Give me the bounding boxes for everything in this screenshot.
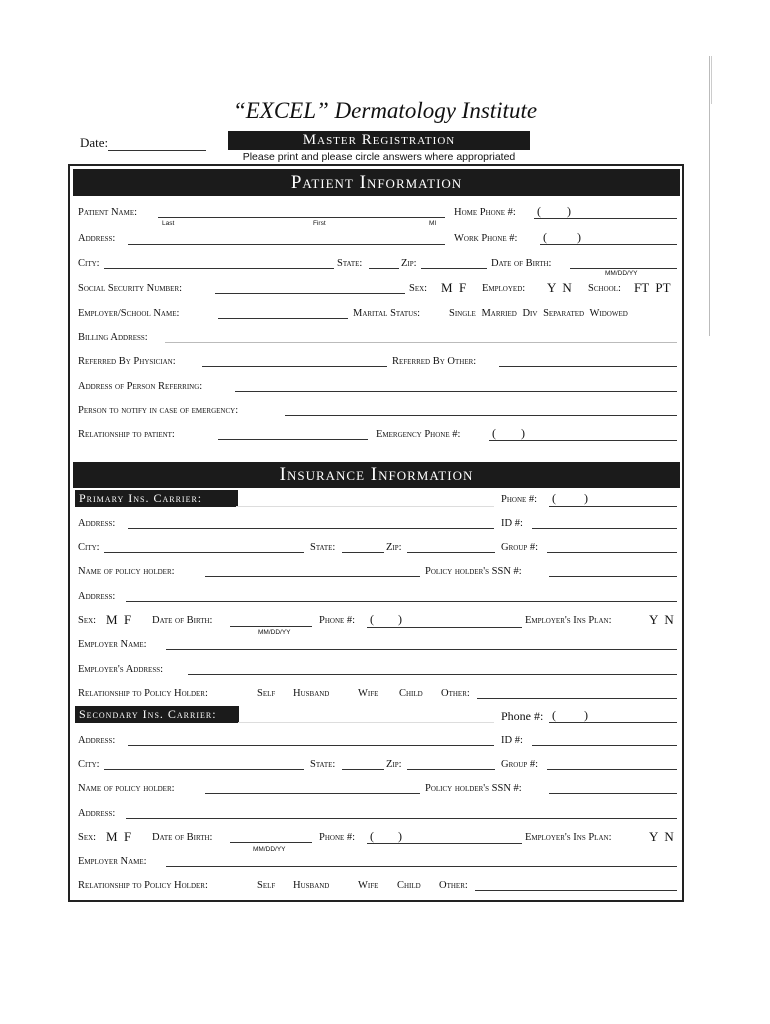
primary-dob-label: Date of Birth:: [152, 615, 213, 626]
primary-ins-plan-label: Employer's Ins Plan:: [525, 615, 612, 626]
work-phone-paren-close: ): [577, 230, 581, 244]
primary-relationship-label: Relationship to Policy Holder:: [78, 688, 208, 699]
secondary-address-label: Address:: [78, 735, 116, 746]
dob-format-hint: MM/DD/YY: [605, 270, 638, 277]
address-label: Address:: [78, 233, 116, 244]
emergency-phone-paren-close: ): [521, 426, 525, 440]
primary-rel-self[interactable]: Self: [257, 688, 276, 699]
referred-other-field[interactable]: [499, 366, 677, 367]
address-referring-label: Address of Person Referring:: [78, 381, 203, 392]
employer-school-field[interactable]: [218, 318, 348, 319]
emergency-phone-label: Emergency Phone #:: [376, 429, 461, 440]
primary-policy-ssn-field[interactable]: [549, 576, 677, 577]
primary-holder-phone-label: Phone #:: [319, 615, 356, 626]
secondary-carrier-field[interactable]: [238, 722, 494, 723]
secondary-policy-holder-label: Name of policy holder:: [78, 783, 175, 794]
secondary-holder-phone-field[interactable]: [367, 843, 522, 844]
employed-label: Employed:: [482, 283, 526, 294]
secondary-sex-options[interactable]: M F: [106, 829, 132, 844]
primary-rel-child[interactable]: Child: [399, 688, 423, 699]
secondary-zip-field[interactable]: [407, 769, 495, 770]
primary-phone-paren-close: ): [584, 491, 588, 505]
secondary-ins-plan-label: Employer's Ins Plan:: [525, 832, 612, 843]
work-phone-label: Work Phone #:: [454, 233, 518, 244]
secondary-carrier-label: Secondary Ins. Carrier:: [75, 706, 239, 723]
form-title: “EXCEL” Dermatology Institute: [232, 98, 538, 123]
relationship-label: Relationship to patient:: [78, 429, 175, 440]
secondary-policy-ssn-label: Policy holder's SSN #:: [425, 783, 522, 794]
primary-sex-label: Sex:: [78, 615, 97, 626]
primary-address-field[interactable]: [128, 528, 494, 529]
primary-dob-field[interactable]: [230, 626, 312, 627]
secondary-dob-label: Date of Birth:: [152, 832, 213, 843]
primary-phone-paren-open: (: [552, 491, 556, 505]
secondary-group-label: Group #:: [501, 759, 539, 770]
primary-address-label: Address:: [78, 518, 116, 529]
secondary-sex-label: Sex:: [78, 832, 97, 843]
primary-employer-address-field[interactable]: [188, 674, 677, 675]
secondary-holder-address-label: Address:: [78, 808, 116, 819]
secondary-policy-holder-field[interactable]: [205, 793, 420, 794]
primary-rel-wife[interactable]: Wife: [358, 688, 379, 699]
primary-state-field[interactable]: [342, 552, 384, 553]
primary-rel-other-field[interactable]: [477, 698, 677, 699]
secondary-rel-child[interactable]: Child: [397, 880, 421, 891]
insurance-information-header: Insurance Information: [73, 462, 680, 488]
first-name-hint: First: [313, 220, 326, 227]
city-field[interactable]: [104, 268, 334, 269]
primary-employer-address-label: Employer's Address:: [78, 664, 164, 675]
last-name-hint: Last: [162, 220, 175, 227]
primary-phone-label: Phone #:: [501, 494, 538, 505]
middle-initial-hint: MI: [429, 220, 437, 227]
work-phone-field[interactable]: [540, 244, 677, 245]
zip-field[interactable]: [421, 268, 487, 269]
secondary-dob-field[interactable]: [230, 842, 312, 843]
work-phone-paren-open: (: [543, 230, 547, 244]
primary-employer-name-label: Employer Name:: [78, 639, 147, 650]
sex-options[interactable]: M F: [441, 280, 467, 295]
primary-id-label: ID #:: [501, 518, 523, 529]
primary-sex-options[interactable]: M F: [106, 612, 132, 627]
employed-options[interactable]: Y N: [547, 280, 572, 295]
zip-label: Zip:: [401, 258, 417, 269]
state-label: State:: [337, 258, 363, 269]
primary-zip-field[interactable]: [407, 552, 495, 553]
secondary-zip-label: Zip:: [386, 759, 402, 770]
ssn-field[interactable]: [215, 293, 405, 294]
secondary-rel-other-label: Other:: [439, 880, 468, 891]
primary-holder-phone-paren-open: (: [370, 612, 374, 626]
primary-carrier-label: Primary Ins. Carrier:: [75, 490, 238, 507]
secondary-holder-phone-paren-close: ): [398, 829, 402, 843]
secondary-rel-husband[interactable]: Husband: [293, 880, 330, 891]
primary-policy-holder-field[interactable]: [205, 576, 420, 577]
secondary-ins-plan-options[interactable]: Y N: [649, 829, 674, 844]
date-label: Date:: [80, 135, 109, 150]
secondary-city-field[interactable]: [104, 769, 304, 770]
primary-rel-other-label: Other:: [441, 688, 470, 699]
secondary-id-label: ID #:: [501, 735, 523, 746]
primary-holder-address-label: Address:: [78, 591, 116, 602]
marital-options[interactable]: Single Married Div Separated Widowed: [449, 308, 628, 319]
primary-id-field[interactable]: [532, 528, 677, 529]
primary-employer-name-field[interactable]: [166, 649, 677, 650]
home-phone-label: Home Phone #:: [454, 207, 516, 218]
home-phone-paren-close: ): [567, 204, 571, 218]
secondary-employer-name-field[interactable]: [166, 866, 677, 867]
home-phone-paren-open: (: [537, 204, 541, 218]
school-label: School:: [588, 283, 621, 294]
secondary-rel-other-field[interactable]: [475, 890, 677, 891]
secondary-state-field[interactable]: [342, 769, 384, 770]
secondary-city-label: City:: [78, 759, 100, 770]
secondary-id-field[interactable]: [532, 745, 677, 746]
state-field[interactable]: [369, 268, 399, 269]
address-field[interactable]: [128, 244, 445, 245]
primary-group-field[interactable]: [547, 552, 677, 553]
relationship-field[interactable]: [218, 439, 368, 440]
school-options[interactable]: FT PT: [634, 280, 671, 295]
secondary-holder-address-field[interactable]: [126, 818, 677, 819]
secondary-address-field[interactable]: [128, 745, 494, 746]
billing-address-field[interactable]: [165, 342, 677, 343]
primary-holder-phone-field[interactable]: [367, 627, 522, 628]
secondary-phone-label: Phone #:: [501, 709, 544, 723]
secondary-relationship-label: Relationship to Policy Holder:: [78, 880, 208, 891]
secondary-phone-paren-open: (: [552, 708, 556, 722]
employer-school-label: Employer/School Name:: [78, 308, 180, 319]
patient-information-header: Patient Information: [73, 169, 680, 196]
dob-field[interactable]: [570, 268, 677, 269]
referred-physician-field[interactable]: [202, 366, 387, 367]
city-label: City:: [78, 258, 100, 269]
primary-city-label: City:: [78, 542, 100, 553]
primary-carrier-field[interactable]: [236, 506, 494, 507]
emergency-phone-field[interactable]: [489, 440, 677, 441]
address-referring-field[interactable]: [235, 391, 677, 392]
billing-address-label: Billing Address:: [78, 332, 148, 343]
emergency-person-field[interactable]: [285, 415, 677, 416]
referred-other-label: Referred By Other:: [392, 356, 477, 367]
secondary-rel-self[interactable]: Self: [257, 880, 276, 891]
primary-holder-phone-paren-close: ): [398, 612, 402, 626]
secondary-group-field[interactable]: [547, 769, 677, 770]
secondary-rel-wife[interactable]: Wife: [358, 880, 379, 891]
primary-rel-husband[interactable]: Husband: [293, 688, 330, 699]
secondary-policy-ssn-field[interactable]: [549, 793, 677, 794]
secondary-holder-phone-label: Phone #:: [319, 832, 356, 843]
referred-physician-label: Referred By Physician:: [78, 356, 176, 367]
primary-dob-format-hint: MM/DD/YY: [258, 629, 291, 636]
primary-group-label: Group #:: [501, 542, 539, 553]
ssn-label: Social Security Number:: [78, 283, 183, 294]
emergency-phone-paren-open: (: [492, 426, 496, 440]
secondary-dob-format-hint: MM/DD/YY: [253, 846, 286, 853]
primary-ins-plan-options[interactable]: Y N: [649, 612, 674, 627]
instructions-text: Please print and please circle answers where appropriated: [242, 151, 516, 163]
home-phone-field[interactable]: [534, 218, 677, 219]
master-registration-banner: Master Registration: [228, 131, 530, 150]
primary-city-field[interactable]: [104, 552, 304, 553]
patient-name-label: Patient Name:: [78, 207, 138, 218]
dob-label: Date of Birth:: [491, 258, 552, 269]
primary-policy-holder-label: Name of policy holder:: [78, 566, 175, 577]
secondary-holder-phone-paren-open: (: [370, 829, 374, 843]
date-field[interactable]: [108, 150, 206, 151]
primary-phone-field[interactable]: [549, 506, 677, 507]
secondary-employer-name-label: Employer Name:: [78, 856, 147, 867]
secondary-state-label: State:: [310, 759, 336, 770]
primary-state-label: State:: [310, 542, 336, 553]
secondary-phone-paren-close: ): [584, 708, 588, 722]
sex-label: Sex:: [409, 283, 428, 294]
primary-policy-ssn-label: Policy holder's SSN #:: [425, 566, 522, 577]
scan-edge-mark: [711, 56, 712, 104]
secondary-phone-field[interactable]: [549, 722, 677, 723]
primary-holder-address-field[interactable]: [126, 601, 677, 602]
primary-zip-label: Zip:: [386, 542, 402, 553]
patient-name-field[interactable]: [158, 217, 445, 218]
emergency-person-label: Person to notify in case of emergency:: [78, 405, 239, 416]
marital-status-label: Marital Status:: [353, 308, 421, 319]
